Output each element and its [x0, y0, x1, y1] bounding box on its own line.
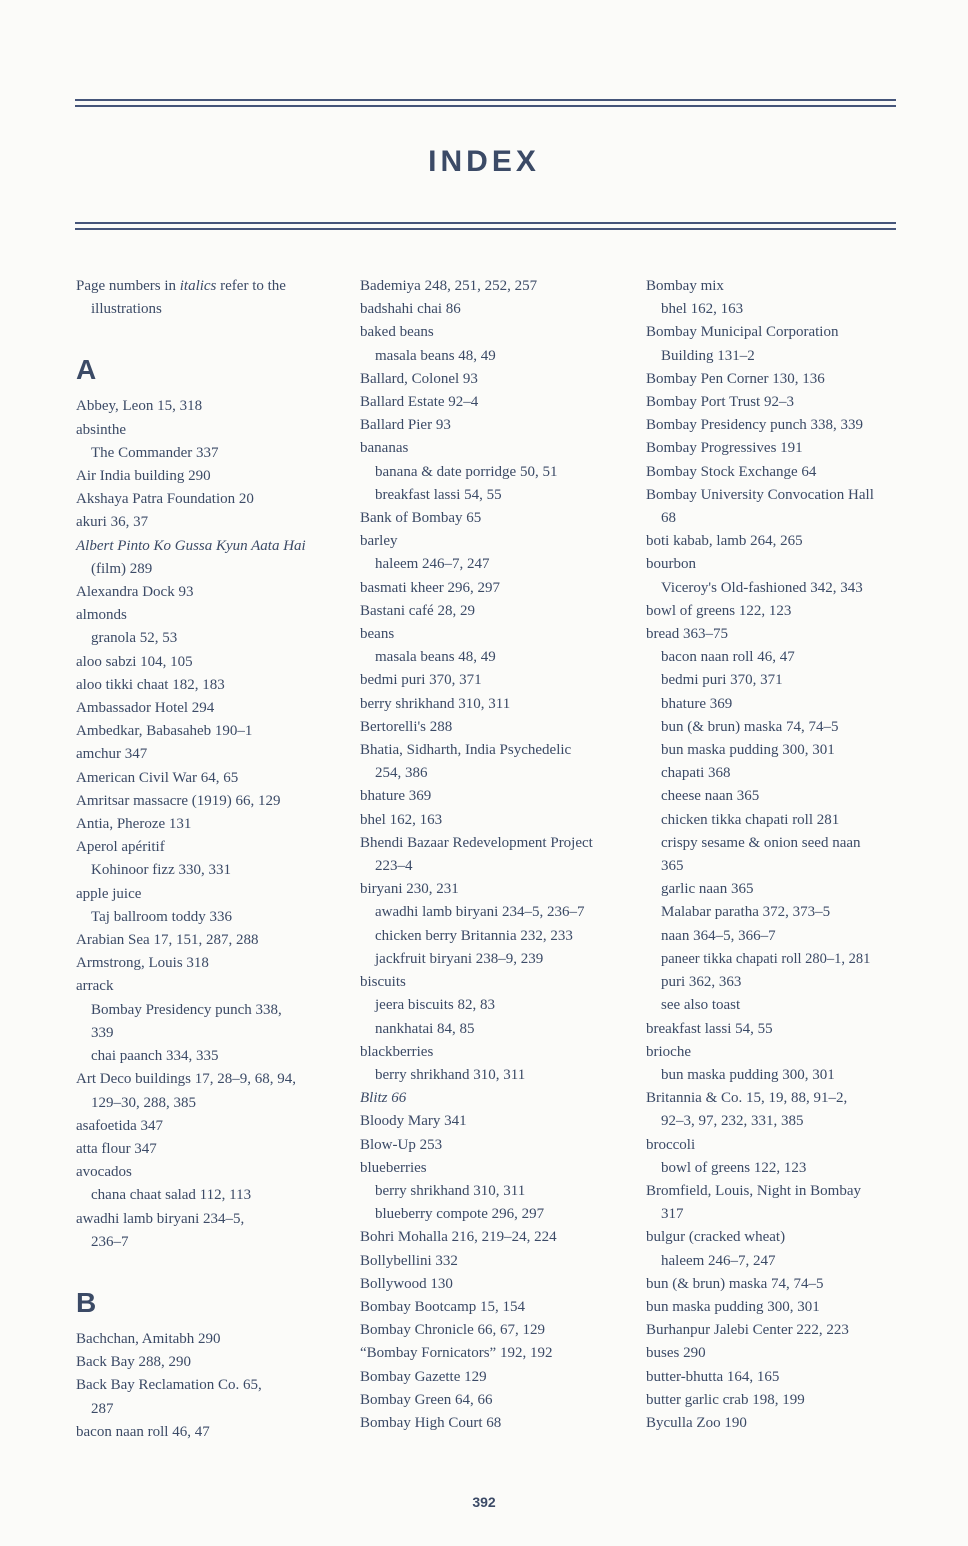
- index-entry: Bombay University Convocation Hall: [646, 486, 874, 503]
- index-entry: atta flour 347: [76, 1140, 157, 1157]
- index-note: Page numbers in italics refer to the: [76, 278, 286, 294]
- index-entry: bedmi puri 370, 371: [360, 672, 482, 689]
- index-entry: Bhatia, Sidharth, India Psychedelic: [360, 742, 572, 759]
- index-entry: badshahi chai 86: [360, 301, 461, 318]
- index-subentry: masala beans 48, 49: [375, 347, 496, 364]
- index-subentry: Bombay Presidency punch 338,: [91, 1001, 282, 1018]
- index-entry: Art Deco buildings 17, 28–9, 68, 94,: [76, 1071, 296, 1088]
- index-entry: asafoetida 347: [76, 1117, 164, 1134]
- index-entry: absinthe: [76, 421, 126, 438]
- index-cross-reference: see also toast: [661, 997, 741, 1014]
- index-column-3: [646, 275, 911, 1435]
- index-entry: Ballard Estate 92–4: [360, 394, 479, 411]
- index-subentry: jeera biscuits 82, 83: [375, 997, 495, 1014]
- index-entry: apple juice: [76, 885, 142, 902]
- index-entry: berry shrikhand 310, 311: [360, 695, 511, 712]
- index-entry-continuation: 317: [661, 1206, 684, 1223]
- index-entry: bananas: [360, 440, 409, 457]
- index-entry: Bachchan, Amitabh 290: [76, 1330, 221, 1347]
- index-entry: bhel 162, 163: [360, 811, 443, 828]
- index-entry: bread 363–75: [646, 626, 729, 643]
- index-subentry: bowl of greens 122, 123: [661, 1159, 807, 1176]
- index-entry: Abbey, Leon 15, 318: [76, 398, 203, 415]
- index-subentry: naan 364–5, 366–7: [661, 927, 776, 944]
- index-entry: Ballard Pier 93: [360, 417, 451, 434]
- index-entry: Bastani café 28, 29: [360, 602, 475, 619]
- index-entry: butter-bhutta 164, 165: [646, 1368, 780, 1385]
- index-entry: Bombay Pen Corner 130, 136: [646, 370, 825, 387]
- index-subentry: garlic naan 365: [661, 881, 754, 898]
- index-entry: Bohri Mohalla 216, 219–24, 224: [360, 1229, 557, 1246]
- index-entry: Blow-Up 253: [360, 1136, 443, 1153]
- index-subentry: banana & date porridge 50, 51: [375, 463, 558, 480]
- index-entry-continuation: Building 131–2: [661, 347, 755, 364]
- index-entry: blackberries: [360, 1043, 434, 1060]
- index-subentry: bun (& brun) maska 74, 74–5: [661, 718, 839, 735]
- index-entries-a: [76, 395, 338, 1254]
- index-subentry: chai paanch 334, 335: [91, 1048, 219, 1065]
- index-entry: Bromfield, Louis, Night in Bombay: [646, 1182, 861, 1199]
- index-entry: Byculla Zoo 190: [646, 1414, 747, 1431]
- index-subentry: crispy sesame & onion seed naan: [661, 834, 861, 851]
- index-entry: awadhi lamb biryani 234–5,: [76, 1210, 245, 1227]
- index-entry: akuri 36, 37: [76, 514, 149, 531]
- index-entry: bulgur (cracked wheat): [646, 1229, 786, 1246]
- index-entry: Bollybellini 332: [360, 1252, 458, 1269]
- index-entry: avocados: [76, 1164, 132, 1181]
- index-entry: bowl of greens 122, 123: [646, 602, 792, 619]
- index-entry-continuation: 287: [91, 1400, 114, 1417]
- index-entry: biscuits: [360, 974, 406, 991]
- index-subentry: blueberry compote 296, 297: [375, 1206, 545, 1223]
- index-subentry: chapati 368: [661, 765, 731, 782]
- index-entry: boti kabab, lamb 264, 265: [646, 533, 803, 550]
- index-subentry: cheese naan 365: [661, 788, 760, 805]
- index-entry: Albert Pinto Ko Gussa Kyun Aata Hai: [76, 537, 306, 554]
- index-entry: aloo tikki chaat 182, 183: [76, 676, 225, 693]
- index-entry: Ambassador Hotel 294: [76, 700, 215, 717]
- page-title: INDEX: [428, 145, 540, 178]
- index-entry-continuation: 339: [91, 1024, 114, 1041]
- index-entry: Arabian Sea 17, 151, 287, 288: [76, 932, 259, 949]
- index-column-2: [360, 275, 628, 1435]
- index-subentry: granola 52, 53: [91, 630, 178, 647]
- index-subentry: bhature 369: [661, 695, 733, 712]
- index-entry: bun (& brun) maska 74, 74–5: [646, 1275, 824, 1292]
- index-entry-continuation: 236–7: [91, 1233, 129, 1250]
- index-entry: broccoli: [646, 1136, 696, 1153]
- index-entry: bacon naan roll 46, 47: [76, 1423, 210, 1440]
- index-subentry: bun maska pudding 300, 301: [661, 1066, 835, 1083]
- index-entry: brioche: [646, 1043, 691, 1060]
- index-entry: Bank of Bombay 65: [360, 510, 482, 527]
- index-entry: arrack: [76, 978, 114, 995]
- index-entry: Back Bay Reclamation Co. 65,: [76, 1377, 262, 1394]
- index-entry: Bloody Mary 341: [360, 1113, 467, 1130]
- index-subentry: bedmi puri 370, 371: [661, 672, 783, 689]
- index-entry: beans: [360, 626, 395, 643]
- index-subentry: berry shrikhand 310, 311: [375, 1066, 526, 1083]
- index-entry: bhature 369: [360, 788, 432, 805]
- index-entry: blueberries: [360, 1159, 427, 1176]
- index-entry: almonds: [76, 607, 127, 624]
- index-subentry: haleem 246–7, 247: [375, 556, 490, 573]
- index-entry: Alexandra Dock 93: [76, 584, 194, 601]
- index-subentry: Taj ballroom toddy 336: [91, 908, 233, 925]
- index-entry: Amritsar massacre (1919) 66, 129: [76, 792, 281, 809]
- index-subentry: awadhi lamb biryani 234–5, 236–7: [375, 904, 585, 921]
- index-entry: Bombay Gazette 129: [360, 1368, 487, 1385]
- index-entry: Aperol apéritif: [76, 839, 165, 856]
- page-number: 392: [472, 1494, 496, 1510]
- index-entry: Bombay Bootcamp 15, 154: [360, 1298, 525, 1315]
- index-entry-continuation: 68: [661, 510, 676, 527]
- index-entry: Bombay Progressives 191: [646, 440, 803, 457]
- index-entry: Air India building 290: [76, 468, 211, 485]
- index-subentry: chana chaat salad 112, 113: [91, 1187, 252, 1204]
- index-subentry: haleem 246–7, 247: [661, 1252, 776, 1269]
- index-entry: Burhanpur Jalebi Center 222, 223: [646, 1322, 849, 1339]
- index-subentry: The Commander 337: [91, 444, 219, 461]
- index-entry: Ambedkar, Babasaheb 190–1: [76, 723, 253, 740]
- index-subentry: berry shrikhand 310, 311: [375, 1182, 526, 1199]
- index-entry: Bombay Presidency punch 338, 339: [646, 417, 864, 434]
- index-entry: “Bombay Fornicators” 192, 192: [360, 1345, 553, 1362]
- index-entry: Bombay Chronicle 66, 67, 129: [360, 1322, 545, 1339]
- index-entry: Bhendi Bazaar Redevelopment Project: [360, 834, 593, 851]
- index-entry: Bombay High Court 68: [360, 1414, 502, 1431]
- index-entry: butter garlic crab 198, 199: [646, 1391, 805, 1408]
- index-entry: Bombay Port Trust 92–3: [646, 394, 794, 411]
- index-note-continuation: illustrations: [91, 301, 162, 318]
- index-entry: Bollywood 130: [360, 1275, 453, 1292]
- index-entry: barley: [360, 533, 398, 550]
- index-entry: baked beans: [360, 324, 434, 341]
- index-entry: Bombay Municipal Corporation: [646, 324, 839, 341]
- index-subentry: breakfast lassi 54, 55: [375, 486, 502, 503]
- index-subentry: bhel 162, 163: [661, 301, 744, 318]
- index-entry: aloo sabzi 104, 105: [76, 653, 193, 670]
- index-entry: amchur 347: [76, 746, 148, 763]
- index-entry: breakfast lassi 54, 55: [646, 1020, 773, 1037]
- title-bottom-double-rule: [75, 222, 896, 230]
- index-subentry: bacon naan roll 46, 47: [661, 649, 795, 666]
- index-subentry: Viceroy's Old-fashioned 342, 343: [661, 579, 863, 596]
- top-double-rule: [75, 99, 896, 107]
- index-subentry: nankhatai 84, 85: [375, 1020, 475, 1037]
- index-entry: Antia, Pheroze 131: [76, 816, 192, 833]
- index-entry-continuation: 129–30, 288, 385: [91, 1094, 196, 1111]
- section-letter-a: A: [76, 354, 97, 386]
- index-entry: Blitz 66: [360, 1090, 407, 1107]
- index-subentry-continuation: 365: [661, 858, 684, 875]
- index-entry: Bombay Green 64, 66: [360, 1391, 493, 1408]
- index-subentry: paneer tikka chapati roll 280–1, 281: [661, 950, 871, 967]
- index-entries-b: [76, 1328, 338, 1444]
- index-entry: bourbon: [646, 556, 696, 573]
- index-entry: buses 290: [646, 1345, 706, 1362]
- index-subentry: bun maska pudding 300, 301: [661, 742, 835, 759]
- index-entry-continuation: 223–4: [375, 858, 413, 875]
- index-entry-continuation: 92–3, 97, 232, 331, 385: [661, 1113, 804, 1130]
- index-entry: bun maska pudding 300, 301: [646, 1298, 820, 1315]
- index-entry-continuation: (film) 289: [91, 560, 153, 577]
- index-entry: American Civil War 64, 65: [76, 769, 239, 786]
- index-entry: Bombay Stock Exchange 64: [646, 463, 817, 480]
- index-subentry: puri 362, 363: [661, 974, 742, 991]
- index-subentry: Kohinoor fizz 330, 331: [91, 862, 231, 879]
- index-column-1: [76, 275, 338, 1444]
- index-entry: basmati kheer 296, 297: [360, 579, 500, 596]
- index-subentry: chicken tikka chapati roll 281: [661, 811, 840, 828]
- index-entry: Back Bay 288, 290: [76, 1354, 191, 1371]
- index-subentry: masala beans 48, 49: [375, 649, 496, 666]
- index-entry: Bademiya 248, 251, 252, 257: [360, 278, 538, 294]
- index-entry: Britannia & Co. 15, 19, 88, 91–2,: [646, 1090, 848, 1107]
- index-entry: Bertorelli's 288: [360, 718, 453, 735]
- index-entry-continuation: 254, 386: [375, 765, 428, 782]
- index-entry: Ballard, Colonel 93: [360, 370, 478, 387]
- index-entry: Armstrong, Louis 318: [76, 955, 209, 972]
- index-subentry: chicken berry Britannia 232, 233: [375, 927, 573, 944]
- index-entry: biryani 230, 231: [360, 881, 459, 898]
- index-entry: Bombay mix: [646, 278, 724, 294]
- index-entry: Akshaya Patra Foundation 20: [76, 491, 254, 508]
- index-subentry: jackfruit biryani 238–9, 239: [375, 950, 544, 967]
- section-letter-b: B: [76, 1286, 97, 1318]
- index-subentry: Malabar paratha 372, 373–5: [661, 904, 831, 921]
